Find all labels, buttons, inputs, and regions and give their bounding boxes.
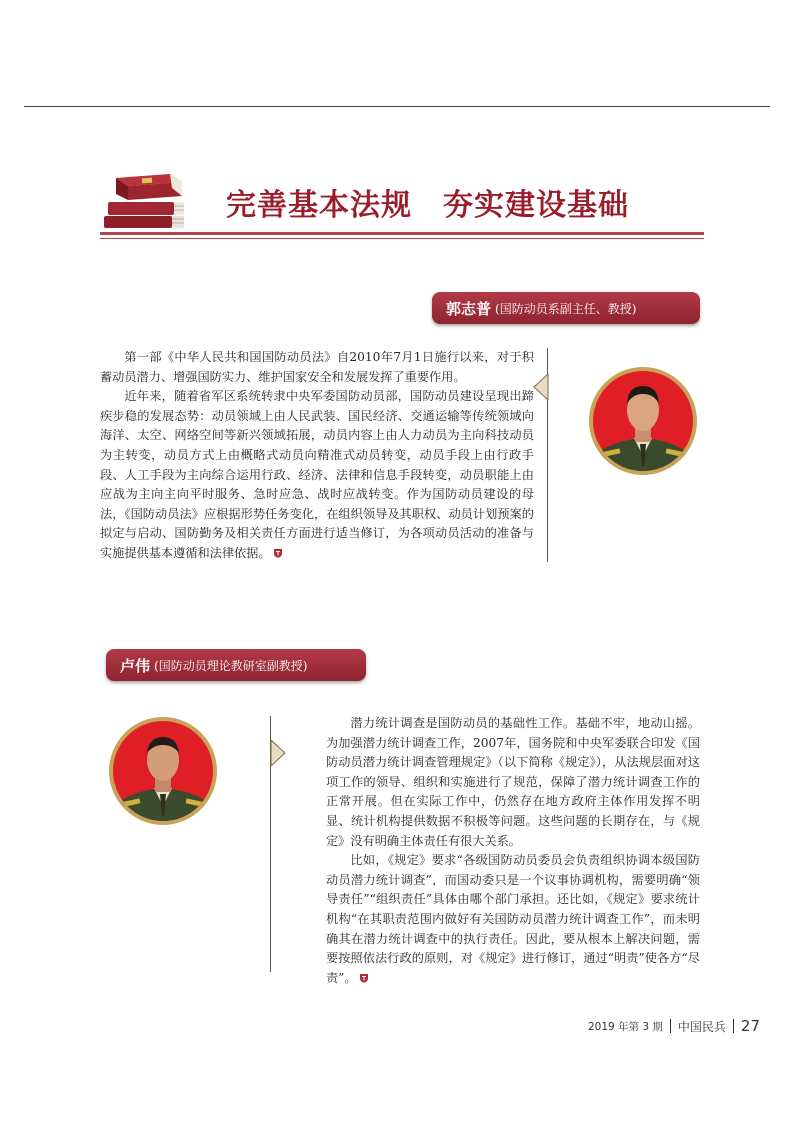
issue-label: 2019 年第 3 期 [587, 1020, 663, 1033]
paragraph: 潜力统计调查是国防动员的基础性工作。基础不牢，地动山摇。为加强潜力统计调查工作，2007年，国务院和中央军委联合印发《国防动员潜力统计调查管理规定》（以下简称《规定》），从法规层面对这项工作的领导、组织和实施进行了规范，保障了潜力统计调查工作的正常开展。但在实际工作中，仍然存在地方政府主体作用发挥不明显、统计机构提供数据不积极等问题。这些问题的长期存在，与《规定》没有明确主体责任有很大关系。 [326, 716, 700, 848]
books-icon [100, 172, 190, 232]
author-portrait-guo [588, 366, 698, 476]
author-name: 郭志普 [446, 299, 492, 318]
paragraph-text: 比如，《规定》要求“各级国防动员委员会负责组织协调本级国防动员潜力统计调查”，而国动委只是一个议事协调机构，需要明确“领导责任”“组织责任”具体由哪个部门承担。还比如，《规定》要求统计机构“在其职责范围内做好有关国防动员潜力统计调查工作”，而未明确其在潜力统计调查中的执行责任。因此，要从根本上解决问题，需要按照依法行政的原则，对《规定》进行修订，通过“明责”使各方“尽责”。 [326, 853, 700, 985]
article-header [100, 172, 704, 242]
paragraph-text: 近年来，随着省军区系统转隶中央军委国防动员部，国防动员建设呈现出蹄疾步稳的发展态势：动员领域上由人民武装、国民经济、交通运输等传统领域向海洋、太空、网络空间等新兴领域拓展，动员内容上由人力动员为主向科技动员为主转变，动员方式上由概略式动员向精准式动员转变，动员手段上由行政手段、人工手段为主向综合运用行政、经济、法律和信息手段转变，动员职能上由应战为主向主向平时服务、急时应急、战时应战转变。作为国防动员建设的母法，《国防动员法》应根据形势任务变化，在组织领导及其职权、动员计划预案的拟定与启动、国防勤务及相关责任方面进行适当修订，为各项动员活动的准备与实施提供基本遵循和法律依据。 [100, 389, 534, 560]
paragraph [100, 387, 534, 563]
footer-separator [733, 1019, 734, 1033]
pointer-notch [533, 374, 549, 400]
author-portrait-lu [108, 716, 218, 826]
footer-separator [670, 1019, 671, 1033]
shield-end-mark-icon [359, 973, 369, 983]
shield-end-mark-icon [273, 548, 283, 558]
author-name: 卢伟 [120, 656, 151, 675]
paragraph: 第一部《中华人民共和国国防动员法》自2010年7月1日施行以来，对于积蓄动员潜力、增强国防实力、维护国家安全和发展发挥了重要作用。 [100, 350, 534, 384]
title-underline [100, 232, 704, 235]
section2-text [326, 714, 700, 988]
page-number: 27 [740, 1017, 760, 1035]
paragraph [326, 851, 700, 988]
title-underline-thin [100, 238, 704, 239]
author-role: (国防动员系副主任、教授) [495, 301, 637, 316]
author-banner-lu [106, 649, 366, 681]
section1-text [100, 348, 534, 564]
page-title: 完善基本法规 夯实建设基础 [226, 188, 629, 223]
pointer-notch [270, 740, 286, 766]
top-rule [24, 106, 770, 107]
magazine-name: 中国民兵 [677, 1019, 726, 1034]
page-footer [520, 1016, 760, 1036]
author-banner-guo [432, 292, 700, 324]
author-role: (国防动员理论教研室副教授) [154, 658, 308, 673]
